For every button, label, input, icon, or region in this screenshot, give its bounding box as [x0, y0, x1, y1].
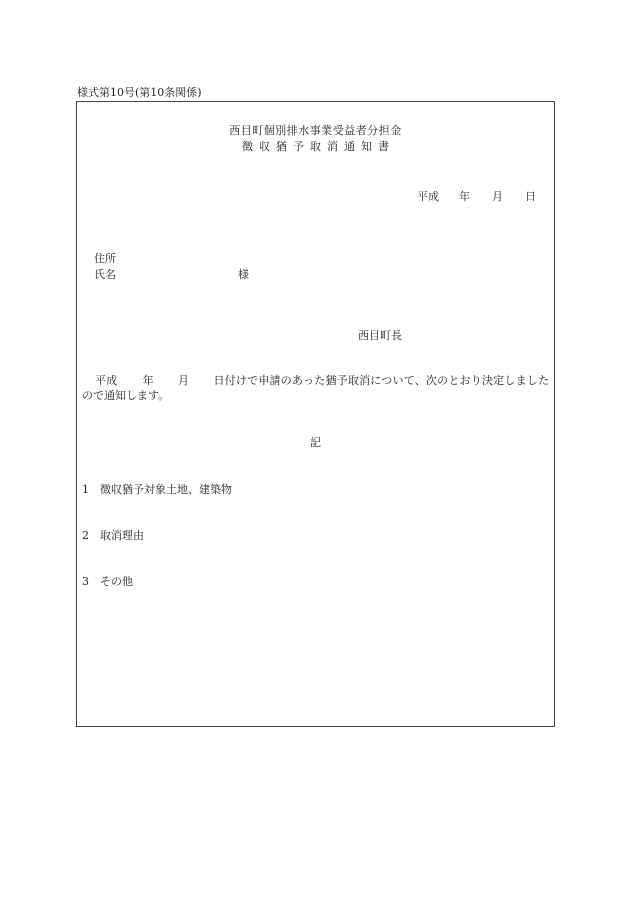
date-year: 年 [459, 190, 470, 203]
form-number-label: 様式第10号(第10条関係) [77, 86, 202, 99]
list-item [82, 481, 232, 497]
item-label: その他 [100, 575, 133, 588]
body-text: 日付けで申請のあった猶予取消について、次のとおり決定しましたので通知します。 [82, 374, 550, 402]
document-title-line2: 徴収猶予取消通知書 [242, 140, 395, 153]
issuer-mayor: 西目町長 [358, 329, 402, 342]
name-label: 氏名 [94, 268, 116, 281]
body-year: 年 [142, 374, 154, 387]
date-era: 平成 [417, 190, 439, 203]
list-item [82, 573, 133, 589]
item-number: 3 [82, 575, 89, 588]
address-label: 住所 [94, 252, 116, 265]
issue-date [417, 188, 536, 204]
date-month: 月 [492, 190, 503, 203]
item-label: 徴収猶予対象土地、建築物 [100, 483, 232, 496]
item-number: 2 [82, 529, 89, 542]
ki-heading: 記 [310, 436, 321, 449]
date-day: 日 [525, 190, 536, 203]
document-title-line1: 西目町個別排水事業受益者分担金 [229, 124, 402, 137]
notice-form-frame [76, 101, 555, 727]
body-month: 月 [177, 374, 190, 387]
body-era: 平成 [95, 374, 118, 387]
item-number: 1 [82, 483, 89, 496]
list-item [82, 527, 144, 543]
item-label: 取消理由 [100, 529, 144, 542]
honorific-sama: 様 [238, 268, 249, 281]
notice-body [82, 373, 549, 403]
